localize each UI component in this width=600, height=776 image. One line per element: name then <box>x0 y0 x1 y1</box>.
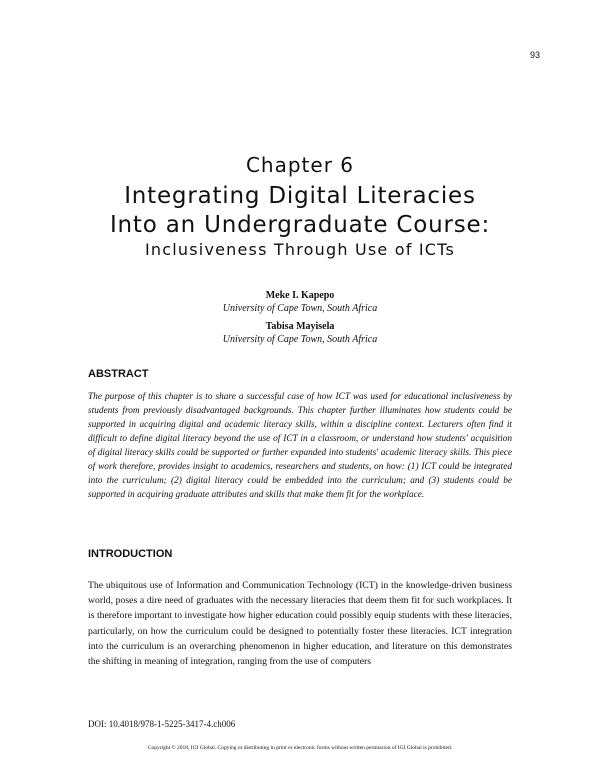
page-number: 93 <box>529 50 540 60</box>
abstract-heading: ABSTRACT <box>88 368 149 380</box>
author-name-2: Tabisa Mayisela <box>265 321 335 332</box>
introduction-body: The ubiquitous use of Information and Communication Technology (ICT) in the knowledge-driven business world, poses a dire need of graduates with the necessary literacies that deem them fit for such workplaces. It is therefore important to investigate how higher education could possibly equip students with these literacies, particularly, on how the curriculum could be designed to potentially foster these literacies. ICT integration into the curriculum is an overarching phenomenon in higher education, and literature on this demonstrates the shifting in meaning of integration, ranging from the use of computers <box>88 580 512 668</box>
chapter-title <box>0 182 600 240</box>
author-name-1: Meke I. Kapepo <box>265 290 335 301</box>
introduction-heading: INTRODUCTION <box>88 548 173 560</box>
author-affiliation-2: University of Cape Town, South Africa <box>222 334 378 345</box>
chapter-label: Chapter 6 <box>245 153 355 177</box>
doi-line: DOI: 10.4018/978-1-5225-3417-4.ch006 <box>88 719 236 729</box>
chapter-subtitle: Inclusiveness Through Use of ICTs <box>145 240 455 259</box>
copyright-notice: Copyright © 2018, IGI Global. Copying or distributing in print or electronic forms without written permission of IGI Global is prohibited. <box>147 745 453 751</box>
author-affiliation-1: University of Cape Town, South Africa <box>222 303 378 314</box>
title-line-2: Into an Undergraduate Course: <box>109 212 491 238</box>
title-line-1: Integrating Digital Literacies <box>124 183 476 209</box>
abstract-body: The purpose of this chapter is to share a successful case of how ICT was used for educational inclusiveness by students from previously disadvantaged backgrounds. This chapter further illuminates how students could be supported in acquiring digital and academic literacy skills, within a discipline context. Lecturers often find it difficult to define digital literacy beyond the use of ICT in a classroom, or understand how students' acquisition of digital literacy skills could be supported or further expanded into students' academic literacy skills. This piece of work therefore, provides insight to academics, researchers and students, on how: (1) ICT could be integrated into the curriculum; (2) digital literacy could be embedded into the curriculum; and (3) students could be supported in acquiring graduate attributes and skills that make them fit for the workplace. <box>88 392 512 500</box>
